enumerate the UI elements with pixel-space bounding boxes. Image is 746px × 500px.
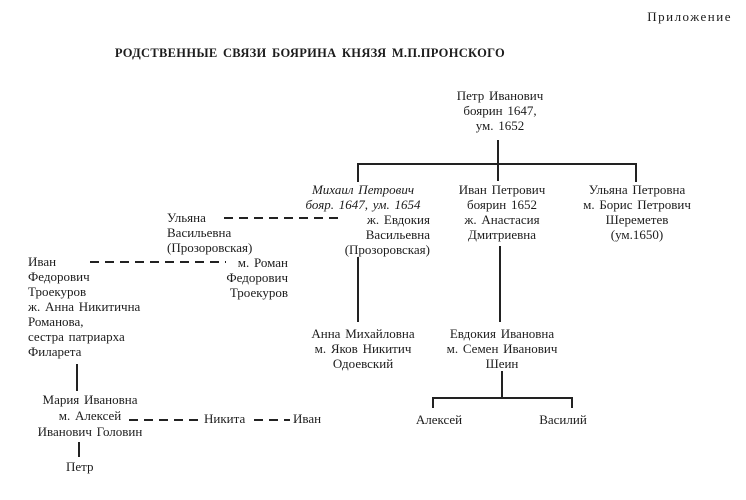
person-name: Алексей [415, 412, 463, 427]
person-name: Петр Иванович [456, 88, 544, 103]
connector-children-bracket [357, 163, 636, 165]
node-mikhail-petrovich [296, 182, 430, 257]
person-name: Федорович [28, 269, 90, 284]
person-name: Михаил Петрович [311, 182, 415, 197]
dashed-link-nikita-ivan [254, 419, 290, 421]
connector-evdokia-down [501, 371, 503, 398]
dashed-link-aleksey-nikita [129, 419, 200, 421]
connector-mikhail-anna [357, 257, 359, 322]
person-detail: бояр. 1647, ум. 1654 [305, 197, 421, 212]
spouse-detail: (ум.1650) [610, 227, 664, 242]
spouse-detail: Дмитриевна [468, 227, 536, 242]
person-detail: боярин 1647, [463, 103, 537, 118]
spouse-detail: Иванович Головин [37, 424, 143, 439]
diagram-title: РОДСТВЕННЫЕ СВЯЗИ БОЯРИНА КНЯЗЯ М.П.ПРОНСКОГО [114, 46, 506, 60]
spouse-detail: Шереметев [605, 212, 669, 227]
spouse-detail: ж. Анастасия [464, 212, 540, 227]
spouse-detail: Филарета [28, 344, 82, 359]
spouse-detail: м. Борис Петрович [583, 197, 691, 212]
node-ivan-petrovich [432, 182, 572, 242]
spouse-detail: Федорович [226, 270, 288, 285]
connector-petr-down [497, 140, 499, 181]
person-detail: ум. 1652 [475, 118, 525, 133]
connector-stub-mikhail [357, 163, 359, 182]
spouse-detail: м. Алексей [58, 408, 122, 423]
connector-maria-petr [78, 442, 80, 457]
node-ivan-troekurov [28, 254, 140, 359]
person-name: Мария Ивановна [42, 392, 138, 407]
spouse-detail: м. Яков Никитич [314, 341, 412, 356]
person-name: Евдокия Ивановна [449, 326, 555, 341]
person-name: Петр [66, 459, 94, 474]
appendix-label: Приложение [647, 9, 732, 24]
spouse-detail: Шеин [485, 356, 519, 371]
spouse-detail: сестра патриарха [28, 329, 125, 344]
node-evdokia-ivanovna [427, 326, 577, 371]
connector-ivanf-maria [76, 364, 78, 391]
spouse-detail: (Прозоровская) [344, 242, 430, 257]
spouse-detail: ж. Евдокия [366, 212, 430, 227]
spouse-detail: Романова, [28, 314, 84, 329]
connector-shein-bracket [432, 397, 572, 399]
node-ulyana-petrovna [563, 182, 711, 242]
node-aleksey-shein [411, 412, 467, 427]
connector-stub-vasiliy [571, 397, 573, 408]
person-name: Ульяна Петровна [588, 182, 686, 197]
person-name: Василий [539, 412, 587, 427]
person-name: Троекуров [28, 284, 87, 299]
node-ivan-golovin [293, 411, 321, 426]
connector-stub-ulyana [635, 163, 637, 182]
person-name: Васильевна [167, 225, 232, 240]
person-name: Иван Петрович [458, 182, 546, 197]
spouse-detail: ж. Анна Никитична [28, 299, 141, 314]
person-name: Анна Михайловна [311, 326, 415, 341]
person-name: Ульяна [167, 210, 206, 225]
person-name: Иван [28, 254, 57, 269]
node-vasiliy-shein [534, 412, 592, 427]
node-nikita [204, 411, 245, 426]
person-name: Иван [293, 411, 322, 426]
spouse-detail: Васильевна [365, 227, 430, 242]
spouse-detail: Одоевский [332, 356, 394, 371]
spouse-detail: м. Семен Иванович [446, 341, 558, 356]
person-detail: (Прозоровская) [167, 240, 253, 255]
node-anna-mikhailovna [292, 326, 434, 371]
person-name: Никита [204, 411, 246, 426]
connector-ivanp-evdokia [499, 246, 501, 322]
node-petr-ivanovich [420, 88, 580, 133]
node-maria-ivanovna [24, 392, 156, 440]
node-petr-golovin [66, 459, 94, 474]
spouse-detail: Троекуров [229, 285, 288, 300]
connector-stub-aleksey [432, 397, 434, 408]
person-detail: боярин 1652 [466, 197, 537, 212]
dashed-link-ivan-roman [90, 261, 226, 263]
dashed-link-ulyana-evdokia [224, 217, 342, 219]
spouse-detail: м. Роман [237, 255, 288, 270]
